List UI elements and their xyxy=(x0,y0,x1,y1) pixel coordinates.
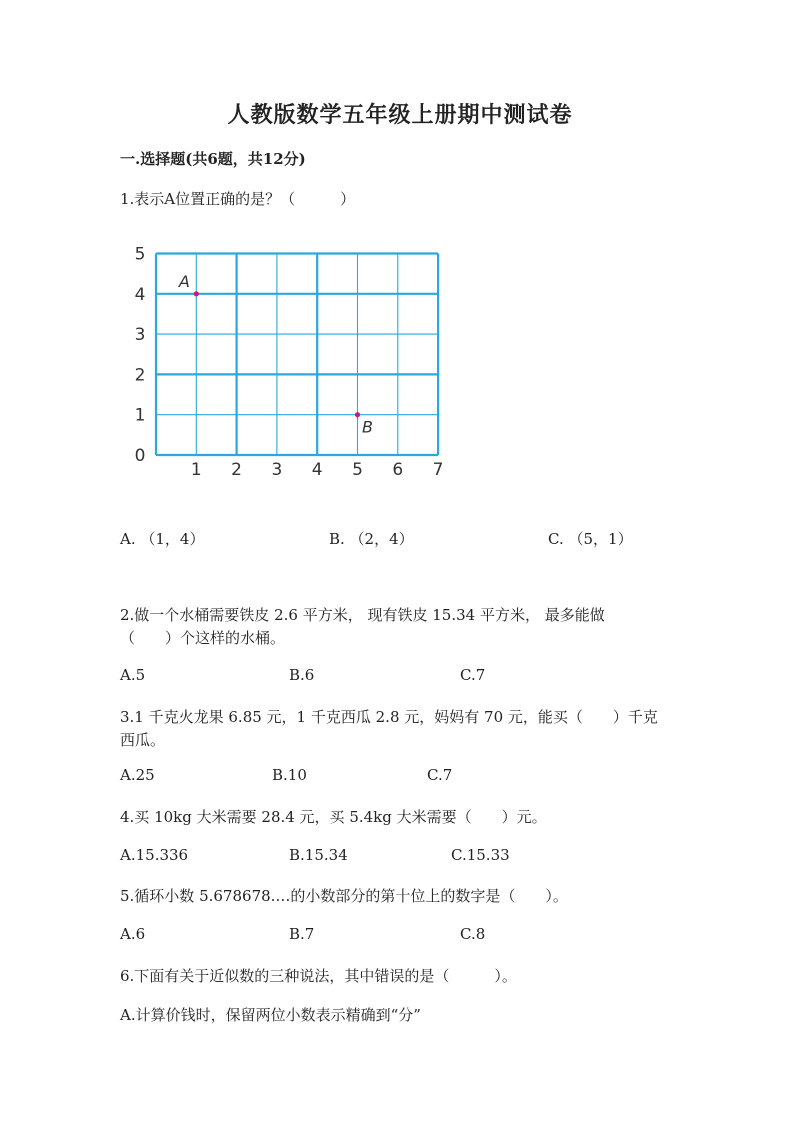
x-tick-label: 1 xyxy=(190,460,202,480)
y-tick-label: 3 xyxy=(134,325,146,346)
question-5-stem: 5.循环小数 5.678678.…的小数部分的第十位上的数字是（ ）。 xyxy=(120,887,568,905)
x-tick-label: 7 xyxy=(432,460,444,480)
point-label-a: A xyxy=(178,271,190,291)
question-4-option-b[interactable]: B.15.34 xyxy=(289,846,348,864)
question-3-option-b[interactable]: B.10 xyxy=(272,766,307,784)
question-2-option-a[interactable]: A.5 xyxy=(120,666,146,684)
question-6-stem: 6.下面有关于近似数的三种说法，其中错误的是（ ）。 xyxy=(120,967,517,985)
x-tick-label: 3 xyxy=(271,460,283,480)
question-4-option-c[interactable]: C.15.33 xyxy=(451,846,510,864)
y-tick-label: 0 xyxy=(134,446,146,466)
x-tick-label: 5 xyxy=(352,460,363,480)
coordinate-grid-figure xyxy=(120,240,460,480)
question-6-option-a[interactable]: A.计算价钱时，保留两位小数表示精确到“分” xyxy=(120,1006,421,1024)
question-3-stem-line-2: 西瓜。 xyxy=(120,731,166,749)
question-3-option-a[interactable]: A.25 xyxy=(120,766,155,784)
x-tick-label: 4 xyxy=(311,460,323,480)
x-tick-label: 2 xyxy=(231,460,243,480)
point-label-b: B xyxy=(362,417,373,437)
question-5-option-c[interactable]: C.8 xyxy=(460,925,486,943)
point-a xyxy=(194,291,199,296)
question-2-option-b[interactable]: B.6 xyxy=(289,666,315,684)
question-3-stem-line-1: 3.1 千克火龙果 6.85 元，1 千克西瓜 2.8 元，妈妈有 70 元，能买（ ）千克 xyxy=(120,708,658,726)
question-5-option-a[interactable]: A.6 xyxy=(120,925,146,943)
point-b xyxy=(355,412,360,417)
y-tick-label: 2 xyxy=(134,365,146,386)
page-title: 人教版数学五年级上册期中测试卷 xyxy=(227,102,573,128)
question-3-option-c[interactable]: C.7 xyxy=(427,766,453,784)
section-heading: 一.选择题(共6题，共12分) xyxy=(120,150,306,168)
question-1-stem: 1.表示A位置正确的是？（ ） xyxy=(120,190,356,208)
y-tick-label: 5 xyxy=(134,244,146,265)
question-2-stem-line-2: （ ）个这样的水桶。 xyxy=(120,629,286,647)
question-5-option-b[interactable]: B.7 xyxy=(289,925,315,943)
y-tick-label: 1 xyxy=(134,405,146,426)
question-4-stem: 4.买 10kg 大米需要 28.4 元，买 5.4kg 大米需要（ ）元。 xyxy=(120,808,547,826)
question-1-option-b[interactable]: B. （2，4） xyxy=(329,530,414,548)
question-2-stem-line-1: 2.做一个水桶需要铁皮 2.6 平方米， 现有铁皮 15.34 平方米， 最多能做 xyxy=(120,606,605,624)
y-tick-label: 4 xyxy=(134,284,146,305)
question-4-option-a[interactable]: A.15.336 xyxy=(120,846,189,864)
question-2-option-c[interactable]: C.7 xyxy=(460,666,486,684)
question-1-option-c[interactable]: C. （5，1） xyxy=(548,530,633,548)
x-tick-label: 6 xyxy=(392,460,404,480)
question-1-option-a[interactable]: A. （1，4） xyxy=(120,530,205,548)
